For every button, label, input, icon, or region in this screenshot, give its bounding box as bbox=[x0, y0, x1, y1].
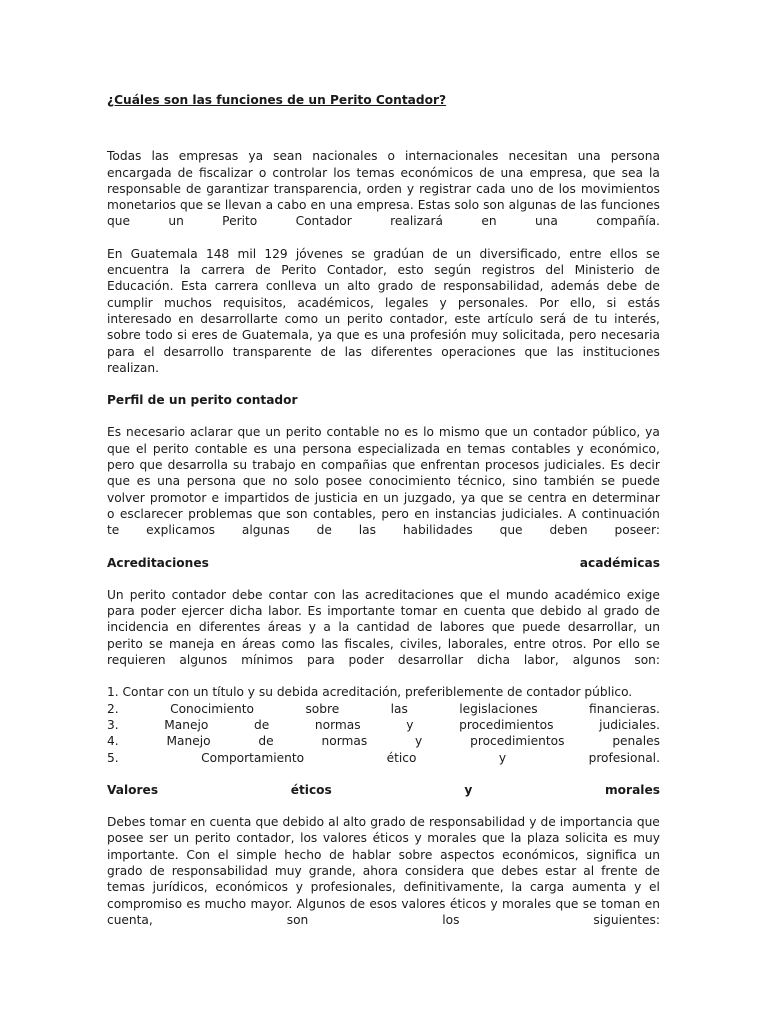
text-line: pero que desarrolla su trabajo en compañias que enfrentan procesos judiciales. Es decir bbox=[107, 458, 660, 473]
text-line: que un Perito Contador realizará en una compañía. bbox=[107, 214, 660, 229]
text-line: 5. Comportamiento ético y profesional. bbox=[107, 750, 660, 765]
text-line: monetarios que se llevan a cabo en una empresa. Estas solo son algunas de las funciones bbox=[107, 198, 660, 213]
acreditaciones-heading bbox=[107, 555, 660, 571]
text-line: Es necesario aclarar que un perito contable no es lo mismo que un contador público, ya bbox=[107, 425, 660, 440]
text-line: Educación. Esta carrera conlleva un alto grado de responsabilidad, además debe de bbox=[107, 279, 660, 294]
text-line: cumplir muchos requisitos, académicos, legales y personales. Por ello, si estás bbox=[107, 295, 660, 310]
text-line: requieren algunos mínimos para poder desarrollar dicha labor, algunos son: bbox=[107, 653, 660, 668]
acreditaciones-paragraph bbox=[107, 587, 660, 668]
text-line: que es una persona que no solo posee conocimiento técnico, sino también se puede bbox=[107, 474, 660, 489]
text-line: sobre todo si eres de Guatemala, ya que es una profesión muy solicitada, pero necesaria bbox=[107, 328, 660, 343]
text-line: incidencia en diferentes áreas y a la cantidad de labores que puede desarrollar, un bbox=[107, 620, 660, 635]
text-line: 3. Manejo de normas y procedimientos judiciales. bbox=[107, 717, 660, 732]
text-line: Acreditaciones académicas bbox=[107, 555, 660, 570]
requirements-list bbox=[107, 684, 660, 765]
text-line: para el desarrollo transparente de las diferentes operaciones que las instituciones bbox=[107, 344, 660, 359]
valores-paragraph bbox=[107, 814, 660, 928]
text-line: interesado en desarrollarte como un perito contador, este artículo será de tu interés, bbox=[107, 311, 660, 326]
text-line: cuenta, son los siguientes: bbox=[107, 912, 660, 927]
text-line: perito se maneja en áreas como las fiscales, civiles, laborales, entre otros. Por ello se bbox=[107, 636, 660, 651]
text-line: Todas las empresas ya sean nacionales o internacionales necesitan una persona bbox=[107, 149, 660, 164]
text-line: que el perito contable es una persona especializada en temas contables y económico, bbox=[107, 441, 660, 456]
text-line: para poder ejercer dicha labor. Es importante tomar en cuenta que debido al grado de bbox=[107, 604, 660, 619]
guatemala-paragraph bbox=[107, 246, 660, 376]
text-line: Un perito contador debe contar con las acreditaciones que el mundo académico exige bbox=[107, 587, 660, 602]
text-line: Debes tomar en cuenta que debido al alto grado de responsabilidad y de importancia que bbox=[107, 815, 660, 830]
text-line: 1. Contar con un título y su debida acreditación, preferiblemente de contador público. bbox=[107, 685, 633, 700]
text-line: Valores éticos y morales bbox=[107, 782, 660, 797]
text-line: 4. Manejo de normas y procedimientos penales bbox=[107, 734, 660, 749]
text-line: temas jurídicos, económicos y profesionales, definitivamente, la carga aumenta y el bbox=[107, 880, 660, 895]
text-line: realizan. bbox=[107, 360, 159, 375]
document-page bbox=[107, 92, 660, 944]
document-title: ¿Cuáles son las funciones de un Perito Contador? bbox=[107, 93, 447, 107]
text-line: encuentra la carrera de Perito Contador, esto según registros del Ministerio de bbox=[107, 263, 660, 278]
text-line: te explicamos algunas de las habilidades que deben poseer: bbox=[107, 523, 660, 538]
intro-paragraph bbox=[107, 148, 660, 229]
text-line: 2. Conocimiento sobre las legislaciones financieras. bbox=[107, 701, 660, 716]
perfil-paragraph bbox=[107, 424, 660, 538]
text-line: encargada de fiscalizar o controlar los temas económicos de una empresa, que sea la bbox=[107, 165, 660, 180]
text-line: responsable de garantizar transparencia, orden y registrar cada uno de los movimientos bbox=[107, 181, 660, 196]
text-line: En Guatemala 148 mil 129 jóvenes se gradúan de un diversificado, entre ellos se bbox=[107, 246, 660, 261]
valores-heading bbox=[107, 782, 660, 798]
text-line: compromiso es mucho mayor. Algunos de esos valores éticos y morales que se toman en bbox=[107, 896, 660, 911]
text-line: o esclarecer problemas que son contables, pero en instancias judiciales. A continuación bbox=[107, 506, 660, 521]
text-line: importante. Con el simple hecho de hablar sobre aspectos económicos, significa un bbox=[107, 847, 660, 862]
perfil-heading: Perfil de un perito contador bbox=[107, 393, 298, 408]
text-line: volver promotor e impartidos de justicia en un juzgado, ya que se centra en determinar bbox=[107, 490, 660, 505]
text-line: posee ser un perito contador, los valores éticos y morales que la plaza solicita es muy bbox=[107, 831, 660, 846]
text-line: grado de responsabilidad muy grande, ahora considera que debes estar al frente de bbox=[107, 863, 660, 878]
